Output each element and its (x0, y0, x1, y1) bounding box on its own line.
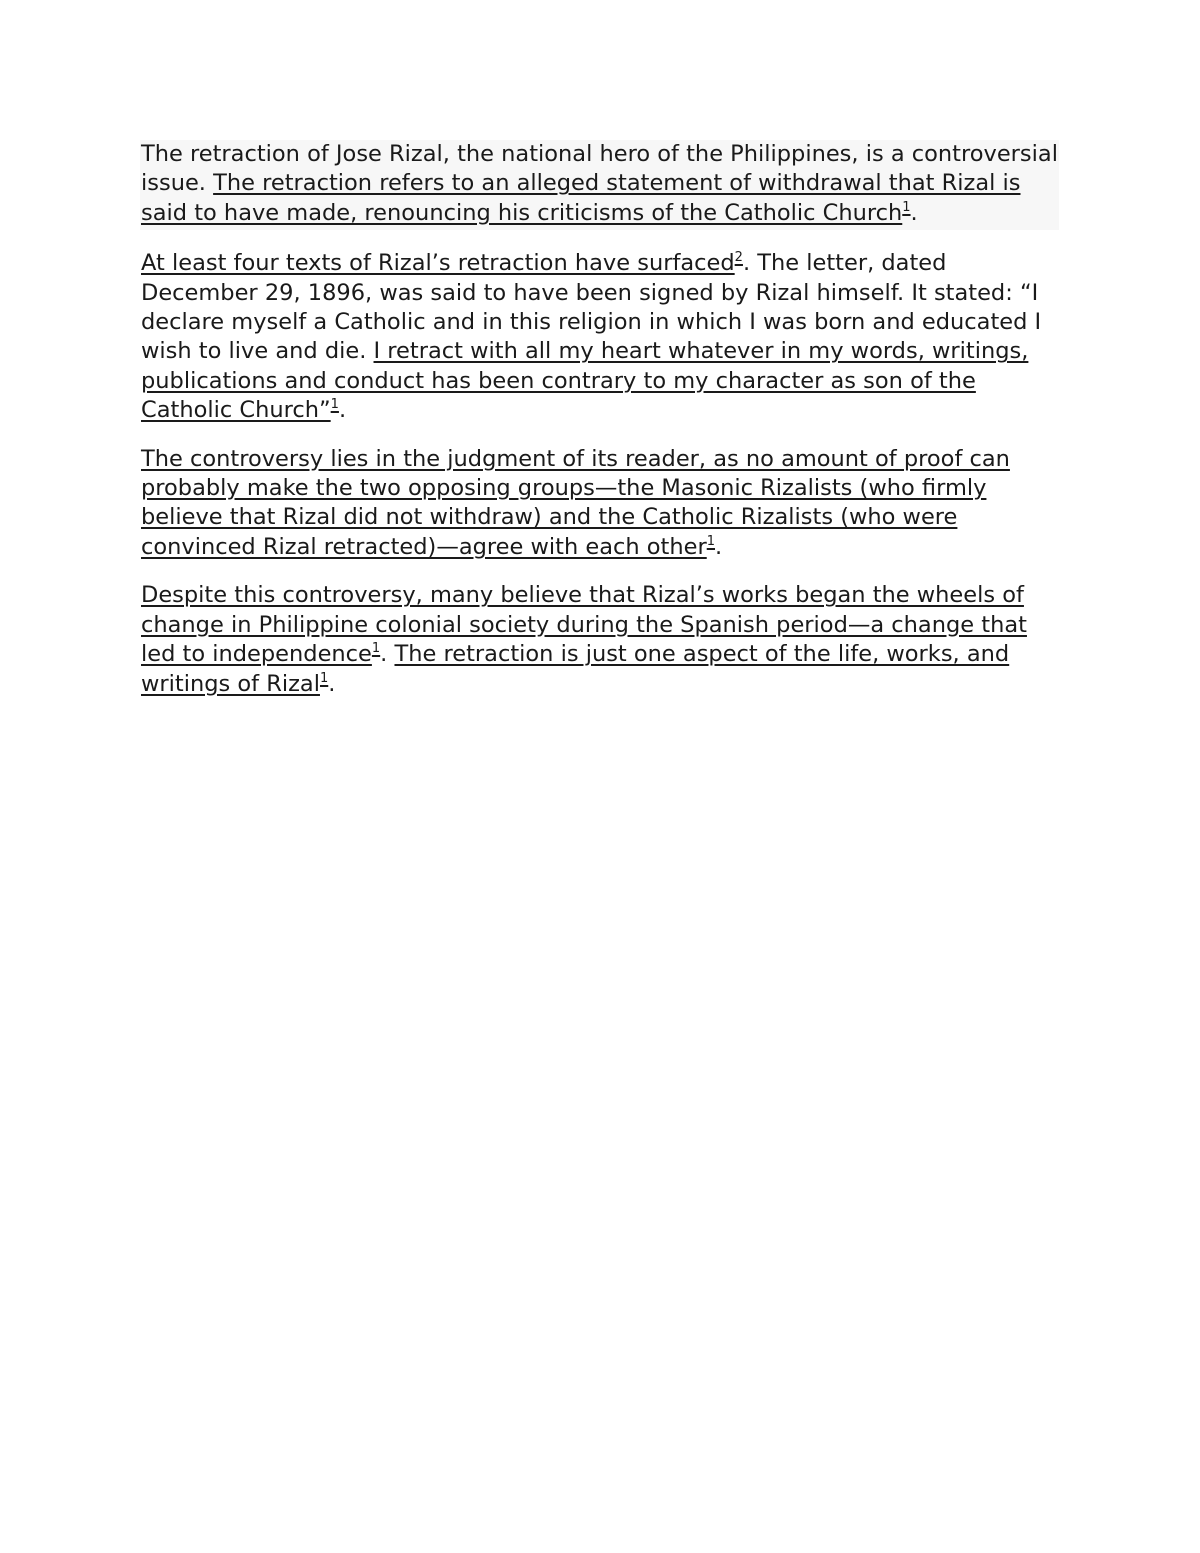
text-run: . (380, 641, 395, 668)
paragraph-legacy (141, 581, 1059, 699)
paragraph-retraction-intro (140, 140, 1059, 230)
document-body (141, 140, 1059, 718)
footnote-ref: 1 (330, 397, 339, 413)
text-run: . (338, 397, 347, 424)
underlined-text-run: Despite this controversy, many believe that Rizal’s works began the wheels of change in Philippine colonial society during the Spanish period—a change that led to independence (141, 582, 1027, 668)
footnote-ref: 1 (371, 641, 381, 657)
text-run: . The letter, dated December 29, 1896, was said to have been signed by Rizal himself. It stated: “I declare myself a Catholic and in this religion in which I was born and educated I wish to live and die. (141, 250, 1042, 365)
underlined-text-run: The retraction is just one aspect of the life, works, and writings of Rizal (141, 641, 1010, 697)
underlined-text-run: I retract with all my heart whatever in my words, writings, publications and conduct has been contrary to my character as son of the Catholic Church” (141, 338, 1029, 424)
underlined-text-run: The controversy lies in the judgment of its reader, as no amount of proof can probably make the two opposing groups—the Masonic Rizalists (who firmly believe that Rizal did not withdraw) and the Catholic Rizalists (who were convinced Rizal retracted)—agree with each other (141, 445, 1010, 560)
paragraph-retraction-texts (141, 249, 1059, 425)
text-run: . (328, 670, 336, 697)
paragraph-controversy (141, 445, 1059, 563)
footnote-ref: 1 (902, 199, 911, 215)
text-run: The retraction of Jose Rizal, the national hero of the Philippines, is a controversial issue. (141, 141, 1058, 197)
underlined-text-run: At least four texts of Rizal’s retraction have surfaced (141, 250, 735, 277)
text-run: . (715, 533, 723, 560)
footnote-ref: 2 (734, 250, 743, 266)
footnote-ref: 1 (319, 670, 329, 686)
footnote-ref: 1 (706, 533, 716, 549)
underlined-text-run: The retraction refers to an alleged statement of withdrawal that Rizal is said to have made, renouncing his criticisms of the Catholic Church (141, 170, 1021, 226)
text-run: . (910, 199, 918, 226)
